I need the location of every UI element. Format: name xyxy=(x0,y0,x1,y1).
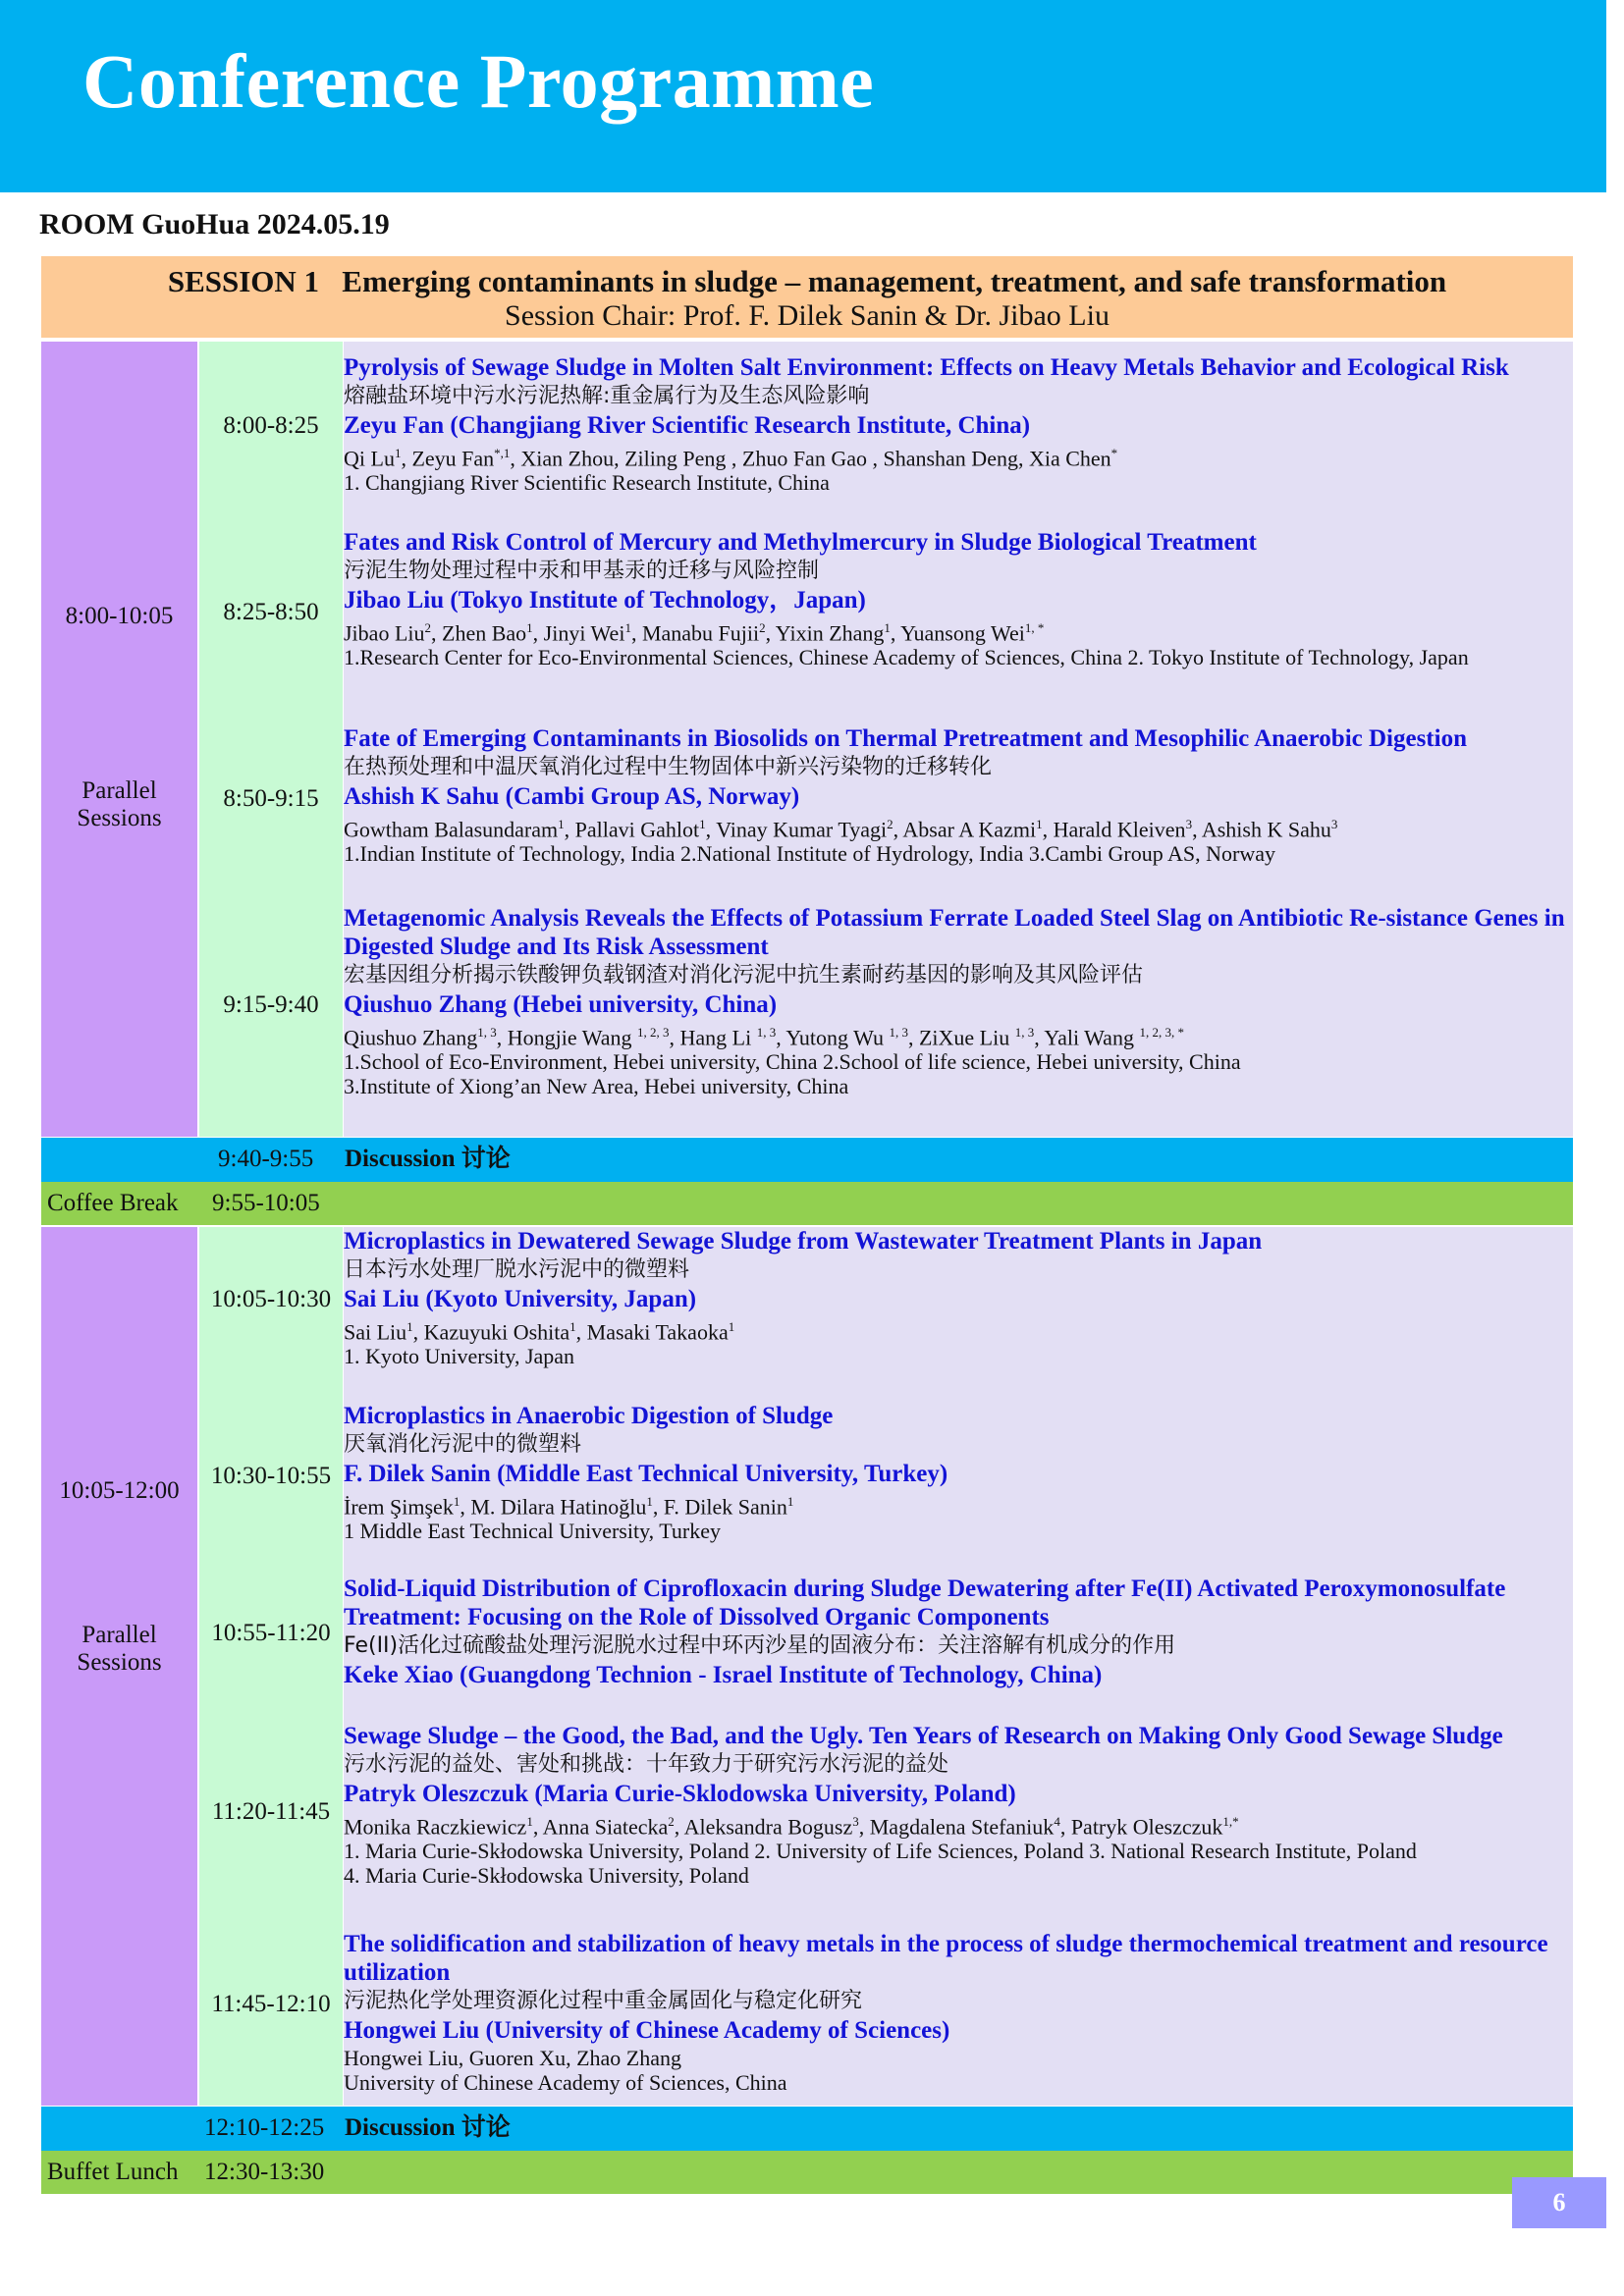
talk-speaker: Qiushuo Zhang (Hebei university, China) xyxy=(344,991,778,1018)
talk-entry xyxy=(344,1227,1573,1368)
talk-title-cn: 厌氧消化污泥中的微塑料 xyxy=(344,1432,582,1457)
talk-time: 10:30-10:55 xyxy=(210,1463,332,1489)
talk-time: 11:20-11:45 xyxy=(211,1798,331,1825)
talk-authors: Qiushuo Zhang$^{1, 3}$, Hongjie Wang $^{1, 2, 3}$, Hang Li $^{1, 3}$, Yutong Wu $^{1, 3}$, ZiXue Liu $^{1, 3}$, Yali Wang $^{1, 2, 3, *}$ xyxy=(344,1025,1184,1050)
talk-speaker: Keke Xiao (Guangdong Technion - Israel Institute of Technology, China) xyxy=(344,1662,1103,1688)
talk-time: 8:50-9:15 xyxy=(223,785,319,812)
talk-affiliation: 1.Indian Institute of Technology, India 2.National Institute of Hydrology, India 3.Cambi Group AS, Norway xyxy=(344,841,1275,867)
talk-entry xyxy=(344,1402,1573,1543)
talk-speaker: Zeyu Fan (Changjiang River Scientific Research Institute, China) xyxy=(344,412,1031,439)
talk-title: Microplastics in Anaerobic Digestion of Sludge xyxy=(344,1403,834,1429)
talk-authors: Jibao Liu$^2$, Zhen Bao$^1$, Jinyi Wei$^1$, Manabu Fujii$^2$, Yixin Zhang$^1$, Yuansong Wei$^{1, *}$ xyxy=(344,620,1045,646)
talk-time: 10:05-10:30 xyxy=(210,1286,332,1312)
talk-authors: Gowtham Balasundaram$^1$, Pallavi Gahlot$^1$, Vinay Kumar Tyagi$^2$, Absar A Kazmi$^1$, Harald Kleiven$^3$, Ashish K Sahu$^3$ xyxy=(344,817,1338,842)
talk-entry xyxy=(344,353,1573,495)
talk-title: Solid-Liquid Distribution of Ciprofloxacin during Sludge Dewatering after Fe(II) Activated Peroxymonosulfate Treatment: Focusing on the Role of Dissolved Organic Components xyxy=(344,1575,1506,1630)
talk-time: 10:55-11:20 xyxy=(211,1620,331,1646)
talk-speaker: Hongwei Liu (University of Chinese Academy of Sciences) xyxy=(344,2017,950,2044)
coffee-break-time: 9:55-10:05 xyxy=(212,1190,320,1216)
talk-title-cn: 污泥生物处理过程中汞和甲基汞的迁移与风险控制 xyxy=(344,559,820,583)
talk-authors: Sai Liu$^1$, Kazuyuki Oshita$^1$, Masaki Takaoka$^1$ xyxy=(344,1319,735,1345)
talk-title: The solidification and stabilization of heavy metals in the process of sludge thermochemical treatment and resource utilization xyxy=(344,1931,1548,1986)
room-date: ROOM GuoHua 2024.05.19 xyxy=(39,208,390,240)
page-title: Conference Programme xyxy=(82,38,875,124)
discussion-2-time: 12:10-12:25 xyxy=(204,2114,325,2141)
session-title: SESSION 1 Emerging contaminants in sludge – management, treatment, and safe transformation xyxy=(167,264,1447,298)
talk-title: Metagenomic Analysis Reveals the Effects of Potassium Ferrate Loaded Steel Slag on Antibiotic Re-sistance Genes in Digested Sludge and Its Risk Assessment xyxy=(344,905,1565,960)
discussion-bar-2 xyxy=(41,2107,1573,2151)
talk-affiliation: 1. Changjiang River Scientific Research Institute, China xyxy=(344,470,830,496)
talk-authors: Hongwei Liu, Guoren Xu, Zhao Zhang xyxy=(344,2046,681,2070)
block2-parallel-label: Parallel Sessions xyxy=(77,1622,162,1676)
block1-parallel-label: Parallel Sessions xyxy=(77,777,162,831)
talk-entry xyxy=(344,904,1573,1098)
talk-affiliation: 4. Maria Curie-Skłodowska University, Poland xyxy=(344,1863,749,1889)
block1-time-range: 8:00-10:05 xyxy=(65,603,174,629)
talk-time: 11:45-12:10 xyxy=(211,1991,331,2017)
talk-speaker: Ashish K Sahu (Cambi Group AS, Norway) xyxy=(344,783,800,810)
block2-time-range: 10:05-12:00 xyxy=(59,1477,180,1504)
talk-speaker: Patryk Oleszczuk (Maria Curie-Sklodowska University, Poland) xyxy=(344,1781,1016,1807)
talk-affiliation: 1. Kyoto University, Japan xyxy=(344,1344,575,1369)
talk-affiliation: University of Chinese Academy of Sciences, China xyxy=(344,2070,787,2095)
talk-speaker: Sai Liu (Kyoto University, Japan) xyxy=(344,1286,697,1312)
talk-title: Pyrolysis of Sewage Sludge in Molten Salt Environment: Effects on Heavy Metals Behavior and Ecological Risk xyxy=(344,354,1509,381)
discussion-2-label: Discussion 讨论 xyxy=(345,2114,511,2141)
talk-title-cn: 宏基因组分析揭示铁酸钾负载钢渣对消化污泥中抗生素耐药基因的影响及其风险评估 xyxy=(344,963,1144,988)
talk-title: Fates and Risk Control of Mercury and Methylmercury in Sludge Biological Treatment xyxy=(344,529,1257,556)
talk-title: Fate of Emerging Contaminants in Biosolids on Thermal Pretreatment and Mesophilic Anaerobic Digestion xyxy=(344,725,1467,752)
talk-title-cn: 日本污水处理厂脱水污泥中的微塑料 xyxy=(344,1257,690,1282)
coffee-break-bar xyxy=(41,1182,1573,1225)
talk-title-cn: 污泥热化学处理资源化过程中重金属固化与稳定化研究 xyxy=(344,1989,863,2013)
talk-affiliation: 1. Maria Curie-Skłodowska University, Poland 2. University of Life Sciences, Poland 3. National Research Institute, Poland xyxy=(344,1839,1417,1864)
talk-entry xyxy=(344,1575,1573,1690)
talk-affiliation: 1 Middle East Technical University, Turkey xyxy=(344,1519,722,1544)
block1-range-column xyxy=(41,342,197,1137)
lunch-time: 12:30-13:30 xyxy=(204,2159,325,2185)
talk-title: Microplastics in Dewatered Sewage Sludge from Wastewater Treatment Plants in Japan xyxy=(344,1228,1263,1255)
discussion-1-label: Discussion 讨论 xyxy=(345,1146,511,1172)
lunch-label: Buffet Lunch xyxy=(47,2159,179,2185)
coffee-break-label: Coffee Break xyxy=(47,1190,179,1216)
talk-affiliation: 3.Institute of Xiong’an New Area, Hebei university, China xyxy=(344,1074,849,1099)
session-chair: Session Chair: Prof. F. Dilek Sanin & Dr. Jibao Liu xyxy=(505,299,1110,332)
talk-time: 8:00-8:25 xyxy=(223,412,319,439)
page-number: 6 xyxy=(1512,2177,1606,2228)
talk-title: Sewage Sludge – the Good, the Bad, and the Ugly. Ten Years of Research on Making Only Good Sewage Sludge xyxy=(344,1723,1503,1749)
session-header xyxy=(41,256,1573,338)
talk-authors: Qi Lu$^1$, Zeyu Fan$^{*,1}$, Xian Zhou, Ziling Peng , Zhuo Fan Gao , Shanshan Deng, Xia Chen* xyxy=(344,446,1118,471)
talk-authors: Monika Raczkiewicz$^1$, Anna Siatecka$^2$, Aleksandra Bogusz$^3$, Magdalena Stefaniuk$^4$, Patryk Oleszczuk$^{1,*}$ xyxy=(344,1814,1239,1840)
talk-entry xyxy=(344,1930,1573,2095)
talk-affiliation: 1.School of Eco-Environment, Hebei university, China 2.School of life science, Hebei university, China xyxy=(344,1049,1241,1075)
talk-entry xyxy=(344,528,1573,669)
talk-speaker: Jibao Liu (Tokyo Institute of Technology，Japan) xyxy=(344,587,866,614)
talk-speaker: F. Dilek Sanin (Middle East Technical University, Turkey) xyxy=(344,1461,948,1487)
talk-title-cn: 在热预处理和中温厌氧消化过程中生物固体中新兴污染物的迁移转化 xyxy=(344,755,993,779)
talk-title-cn: Fe(II)活化过硫酸盐处理污泥脱水过程中环丙沙星的固液分布：关注溶解有机成分的作用 xyxy=(344,1633,1176,1658)
block2-time-column xyxy=(199,1227,343,2106)
talk-time: 9:15-9:40 xyxy=(223,991,319,1018)
talk-title-cn: 熔融盐环境中污水污泥热解:重金属行为及生态风险影响 xyxy=(344,384,870,408)
discussion-1-time: 9:40-9:55 xyxy=(218,1146,314,1172)
talk-authors: İrem Şimşek$^1$, M. Dilara Hatinoğlu$^1$, F. Dilek Sanin$^1$ xyxy=(344,1494,794,1520)
talk-title-cn: 污水污泥的益处、害处和挑战：十年致力于研究污水污泥的益处 xyxy=(344,1752,949,1777)
talk-time: 8:25-8:50 xyxy=(223,599,319,625)
buffet-lunch-bar xyxy=(41,2151,1573,2194)
talk-entry xyxy=(344,724,1573,866)
discussion-bar-1 xyxy=(41,1138,1573,1182)
header-banner xyxy=(0,0,1606,192)
talk-affiliation: 1.Research Center for Eco-Environmental Sciences, Chinese Academy of Sciences, China 2. Tokyo Institute of Technology, Japan xyxy=(344,645,1469,670)
talk-entry xyxy=(344,1722,1573,1888)
